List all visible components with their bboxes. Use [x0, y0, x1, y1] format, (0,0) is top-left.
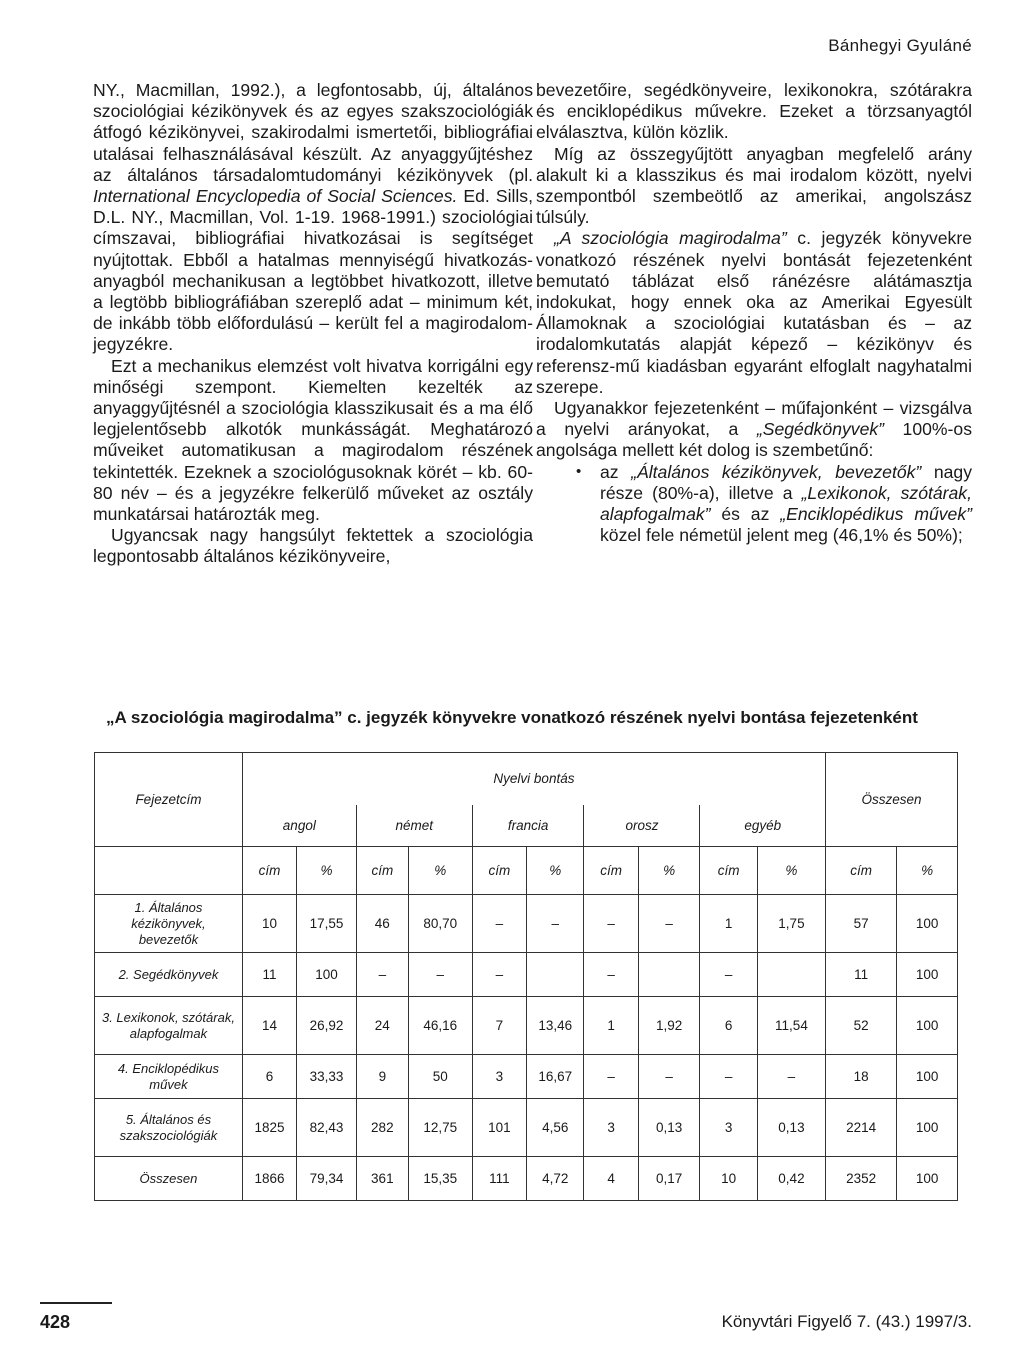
- table-cell: 4,56: [527, 1099, 584, 1157]
- table-cell: 1,92: [638, 997, 700, 1055]
- table-body: [95, 895, 958, 1201]
- title-count-header: cím: [700, 847, 757, 895]
- table-cell: 100: [297, 953, 357, 997]
- breakdown-header: Nyelvi bontás: [242, 753, 825, 805]
- text-run: Ugyanakkor fejezetenként – műfajonként – vizsgálva a nyelvi arányokat, a: [536, 398, 972, 440]
- table-cell: [757, 953, 825, 997]
- text-run: Míg az összegyűjtött anyagban megfelelő arány alakult ki a klasszikus és mai irodalom között, nyelvi szempontból szembeötlő az amerikai, angolszász túlsúly.: [536, 143, 972, 228]
- paragraph: [93, 80, 533, 356]
- text-run: 100%-os angolsága mellett két dolog is szembetűnő:: [536, 419, 972, 461]
- text-run: Ezt a mechanikus elemzést volt hivatva korrigálni egy minőségi szempont. Kiemelten kezelték az anyaggyűjtésnél a szociológia klasszikusait és a ma élő legjelentősebb alkotók munkásságát. Meghatározó műveiket automatikusan a magirodalom részének tekintették. Ezeknek a szociológusoknak körét – kb. 60-80 név – és a jegyzékre felkerülő műveket az osztály munkatársai határozták meg.: [93, 355, 533, 525]
- text-run: c. jegyzék könyvekre vonatkozó részének nyelvi bontását fejezetenként bemutató táblázat első ránézésre alátámasztja indokukat, hogy ennek oka az Amerikai Egyesült Államoknak a szociológiai kutatásban és – az irodalomkutatás alapját képező – kézikönyv és referensz-mű kiadásban egyaránt elfoglalt nagyhatalmi szerepe.: [536, 228, 972, 397]
- chapter-header: Fejezetcím: [95, 753, 243, 847]
- table-cell: 111: [472, 1157, 526, 1201]
- table-cell: 2352: [825, 1157, 896, 1201]
- chapter-label-line: alapfogalmak: [129, 1025, 208, 1041]
- table-cell: –: [472, 895, 526, 953]
- text-run: bevezetőire, segédkönyveire, lexikonokra, szótárakra és enciklopédikus művekre. Ezeket a törzsanyagtól elválasztva, külön közlik.: [536, 80, 972, 143]
- subheader-row: [95, 847, 958, 895]
- table-cell: 11,54: [757, 997, 825, 1055]
- table-cell: [638, 953, 700, 997]
- table-cell: 100: [897, 1055, 958, 1099]
- chapter-label-line: 5. Általános és: [125, 1111, 212, 1127]
- table-cell: 18: [825, 1055, 896, 1099]
- table-cell: 4,72: [527, 1157, 584, 1201]
- table-cell: 79,34: [297, 1157, 357, 1201]
- table-cell: 14: [242, 997, 296, 1055]
- chapter-label-line: szakszociológiák: [119, 1127, 218, 1143]
- table-cell: –: [472, 953, 526, 997]
- text-run: Ed. Sills, D.L. NY., Macmillan, Vol. 1-19. 1968-1991.) szociológiai címszavai, bibliográfiai hivatkozásai is segítséget nyújtottak. Ebből a hatalmas mennyiségű hivatkozás-anyagból mechanikusan a legtöbbet hivatkozott, illetve a legtöbb bibliográfiában szereplő adat – minimum két, de inkább több előfordulású – került fel a magirodalom-jegyzékre.: [93, 186, 533, 355]
- percent-header: %: [297, 847, 357, 895]
- table-cell: 24: [356, 997, 408, 1055]
- text-run: az: [600, 461, 632, 482]
- table-row: [95, 997, 958, 1055]
- text-run: nagy része (80%-a), illetve a: [600, 461, 972, 503]
- italic-text: „A szociológia magirodalma”: [554, 228, 787, 249]
- title-count-header: cím: [356, 847, 408, 895]
- table-row: [95, 895, 958, 953]
- table-cell: 100: [897, 895, 958, 953]
- italic-text: „Segédkönyvek”: [756, 419, 885, 440]
- table-cell: 11: [242, 953, 296, 997]
- table-cell: 57: [825, 895, 896, 953]
- table-cell: 1825: [242, 1099, 296, 1157]
- percent-header: %: [757, 847, 825, 895]
- paragraph: [536, 144, 972, 229]
- table-cell: 3: [700, 1099, 757, 1157]
- table-cell: 100: [897, 1157, 958, 1201]
- table-cell: 33,33: [297, 1055, 357, 1099]
- title-count-header: cím: [584, 847, 638, 895]
- table-cell: 101: [472, 1099, 526, 1157]
- table-cell: 2214: [825, 1099, 896, 1157]
- italic-text: International Encyclopedia of Social Sciences.: [93, 186, 458, 207]
- table-cell: 0,13: [638, 1099, 700, 1157]
- running-head-author: Bánhegyi Gyuláné: [828, 36, 972, 55]
- table-cell: [527, 953, 584, 997]
- table-cell: 100: [897, 953, 958, 997]
- table-cell: 17,55: [297, 895, 357, 953]
- language-header: német: [356, 805, 472, 847]
- empty-corner-cell: [95, 847, 243, 895]
- chapter-label-line: 3. Lexikonok, szótárak,: [101, 1009, 235, 1025]
- italic-text: „Lexikonok, szótárak, alapfogalmak”: [600, 482, 972, 525]
- table-cell: 3: [584, 1099, 638, 1157]
- table-cell: 82,43: [297, 1099, 357, 1157]
- table-cell: 52: [825, 997, 896, 1055]
- table-cell: 13,46: [527, 997, 584, 1055]
- table-cell: 9: [356, 1055, 408, 1099]
- language-header: angol: [242, 805, 356, 847]
- right-column-paragraphs: [536, 80, 972, 462]
- total-header: Összesen: [825, 753, 957, 847]
- table-cell: 50: [408, 1055, 472, 1099]
- italic-text: „Enciklopédikus művek”: [780, 504, 972, 525]
- percent-header: %: [527, 847, 584, 895]
- language-header: egyéb: [700, 805, 826, 847]
- table-cell: 100: [897, 997, 958, 1055]
- table-row: [95, 953, 958, 997]
- chapter-label: [95, 1055, 243, 1099]
- chapter-label-line: 2. Segédkönyvek: [118, 966, 219, 982]
- title-count-header: cím: [825, 847, 896, 895]
- paragraph: [536, 228, 972, 398]
- chapter-label-line: Összesen: [139, 1170, 198, 1186]
- percent-header: %: [897, 847, 958, 895]
- table-cell: 6: [700, 997, 757, 1055]
- table-cell: 1: [584, 997, 638, 1055]
- table-cell: 1,75: [757, 895, 825, 953]
- table-cell: 0,17: [638, 1157, 700, 1201]
- paragraph: [536, 398, 972, 462]
- table-cell: 282: [356, 1099, 408, 1157]
- table-cell: 16,67: [527, 1055, 584, 1099]
- chapter-label: [95, 997, 243, 1055]
- table-title: „A szociológia magirodalma” c. jegyzék könyvekre vonatkozó részének nyelvi bontása fejezetenként: [106, 708, 918, 727]
- chapter-label-line: 4. Enciklopédikus művek: [117, 1060, 220, 1092]
- chapter-label: [95, 895, 243, 953]
- title-count-header: cím: [242, 847, 296, 895]
- journal-citation: Könyvtári Figyelő 7. (43.) 1997/3.: [721, 1312, 972, 1331]
- percent-header: %: [638, 847, 700, 895]
- table-row: [95, 1055, 958, 1099]
- table-cell: –: [638, 1055, 700, 1099]
- table-cell: 0,42: [757, 1157, 825, 1201]
- table-cell: 6: [242, 1055, 296, 1099]
- chapter-label: [95, 1157, 243, 1201]
- table-cell: 46,16: [408, 997, 472, 1055]
- text-run: Ugyancsak nagy hangsúlyt fektettek a szociológia legpontosabb általános kézikönyveire,: [93, 525, 533, 567]
- text-run: és az: [710, 504, 781, 525]
- italic-text: „Általános kézikönyvek, bevezetők”: [631, 461, 922, 482]
- table-cell: 4: [584, 1157, 638, 1201]
- table-cell: 10: [242, 895, 296, 953]
- table-cell: –: [584, 953, 638, 997]
- table-cell: –: [584, 895, 638, 953]
- chapter-label-line: 1. Általános kézikönyvek,: [131, 899, 206, 931]
- table-cell: –: [356, 953, 408, 997]
- table-cell: 3: [472, 1055, 526, 1099]
- language-breakdown-table: [94, 752, 958, 1201]
- text-run: közel fele németül jelent meg (46,1% és 50%);: [600, 525, 963, 546]
- right-text-column: [536, 80, 972, 546]
- table-cell: 0,13: [757, 1099, 825, 1157]
- table-cell: –: [584, 1055, 638, 1099]
- footer-rule: [40, 1302, 112, 1304]
- chapter-label-line: bevezetők: [138, 931, 199, 947]
- text-run: NY., Macmillan, 1992.), a legfontosabb, új, általános szociológiai kézikönyvek és az egyes szakszociológiák átfogó kézikönyvei, szakirodalmi ismertetői, bibliográfiai utalásai felhasználásával készült. Az anyaggyűjtéshez az általános társadalomtudományi kézikönyvek (pl.: [93, 80, 533, 185]
- title-count-header: cím: [472, 847, 526, 895]
- table-cell: –: [638, 895, 700, 953]
- paragraph: [93, 525, 533, 567]
- table-cell: 1866: [242, 1157, 296, 1201]
- table-cell: –: [408, 953, 472, 997]
- table-cell: 80,70: [408, 895, 472, 953]
- table-cell: 11: [825, 953, 896, 997]
- table-cell: –: [700, 953, 757, 997]
- chapter-label: [95, 1099, 243, 1157]
- table-cell: –: [527, 895, 584, 953]
- table-cell: –: [700, 1055, 757, 1099]
- chapter-label: [95, 953, 243, 997]
- table-cell: 1: [700, 895, 757, 953]
- paragraph: [536, 80, 972, 144]
- table-cell: 7: [472, 997, 526, 1055]
- bullet-list: [536, 462, 972, 547]
- table-row: [95, 1157, 958, 1201]
- table-cell: 15,35: [408, 1157, 472, 1201]
- table-cell: 10: [700, 1157, 757, 1201]
- language-header: orosz: [584, 805, 700, 847]
- table-cell: 46: [356, 895, 408, 953]
- percent-header: %: [408, 847, 472, 895]
- table-cell: 100: [897, 1099, 958, 1157]
- left-text-column: [93, 80, 533, 568]
- table-cell: –: [757, 1055, 825, 1099]
- table-cell: 26,92: [297, 997, 357, 1055]
- table-cell: 361: [356, 1157, 408, 1201]
- page-number: 428: [40, 1312, 71, 1332]
- table-cell: 12,75: [408, 1099, 472, 1157]
- language-header: francia: [472, 805, 584, 847]
- bullet-item: [576, 462, 972, 547]
- table-row: [95, 1099, 958, 1157]
- paragraph: [93, 356, 533, 526]
